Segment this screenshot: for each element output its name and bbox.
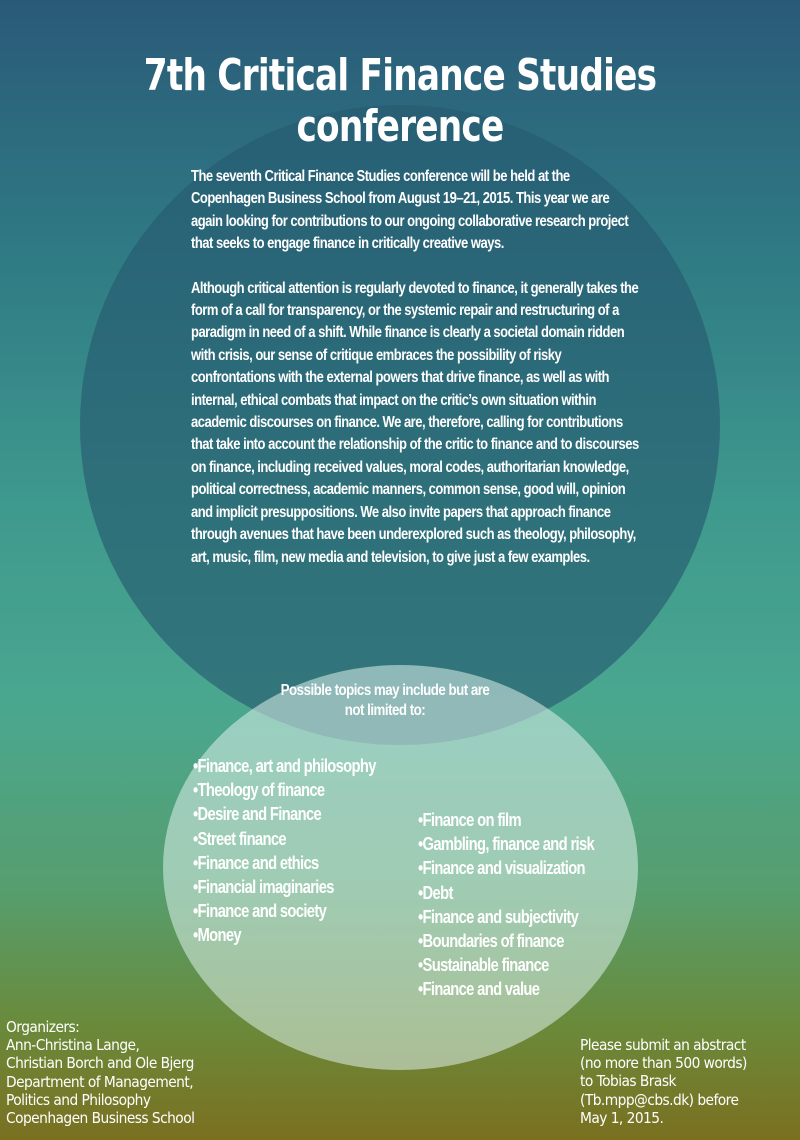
submission-line: (no more than 500 words) (580, 1054, 747, 1073)
list-item: • Debt (418, 881, 594, 905)
list-item: • Desire and Finance (193, 802, 376, 826)
intro-paragraph-1: The seventh Critical Finance Studies conference will be held at the Copenhagen Business School from August 19–21, 2015. This year we are again looking for contributions to our ongoing collaborative research project that seeks to engage finance in critically creative ways. (191, 168, 629, 253)
topics-heading-line-2: not limited to: (344, 702, 426, 719)
list-item: • Financial imaginaries (193, 875, 376, 899)
organizers-line: Christian Borch and Ole Bjerg (6, 1054, 194, 1073)
list-item: • Boundaries of finance (418, 929, 594, 953)
list-item: • Gambling, finance and risk (418, 832, 594, 856)
organizers-block (6, 1018, 306, 1127)
submission-line: (Tb.mpp@cbs.dk) before (580, 1090, 739, 1109)
submission-info (580, 1036, 795, 1127)
list-item: • Theology of finance (193, 778, 376, 802)
list-item: • Finance on film (418, 808, 594, 832)
topics-heading (240, 681, 530, 721)
poster-title: 7th Critical Finance Studies conference (143, 50, 657, 152)
topics-list-right (418, 808, 633, 1002)
topics-heading-line-1: Possible topics may include but are (280, 682, 490, 699)
list-item: • Sustainable finance (418, 953, 594, 977)
list-item: • Finance and subjectivity (418, 905, 594, 929)
intro-text (191, 166, 641, 591)
list-item: • Street finance (193, 827, 376, 851)
list-item: • Finance and visualization (418, 856, 594, 880)
organizers-line: Organizers: (6, 1018, 80, 1036)
organizers-line: Copenhagen Business School (6, 1109, 195, 1128)
submission-line: May 1, 2015. (580, 1108, 664, 1127)
list-item: • Money (193, 923, 376, 947)
list-item: • Finance, art and philosophy (193, 754, 376, 778)
submission-line: Please submit an abstract (580, 1036, 746, 1054)
list-item: • Finance and society (193, 899, 376, 923)
topics-list-left (193, 754, 416, 948)
submission-line: to Tobias Brask (580, 1072, 676, 1091)
intro-paragraph-2: Although critical attention is regularly devoted to finance, it generally takes the form of a call for transparency, or the systemic repair and restructuring of a paradigm in need of a shift. While finance is clearly a societal domain ridden with crisis, our sense of critique embraces the possibility of risky confrontations with the external powers that drive finance, as well as with internal, ethical combats that impact on the critic’s own situation within academic discourses on finance. We are, therefore, calling for contributions that take into account the relationship of the critic to finance and to discourses on finance, including received values, moral codes, authoritarian knowledge, political correctness, academic manners, common sense, good will, opinion and implicit presuppositions. We also invite papers that approach finance through avenues that have been underexplored such as theology, philosophy, art, music, film, new media and television, to give just a few examples. (191, 279, 639, 566)
organizers-line: Politics and Philosophy (6, 1090, 151, 1109)
list-item: • Finance and value (418, 977, 594, 1001)
list-item: • Finance and ethics (193, 851, 376, 875)
organizers-line: Department of Management, (6, 1072, 194, 1091)
organizers-line: Ann-Christina Lange, (6, 1036, 140, 1055)
